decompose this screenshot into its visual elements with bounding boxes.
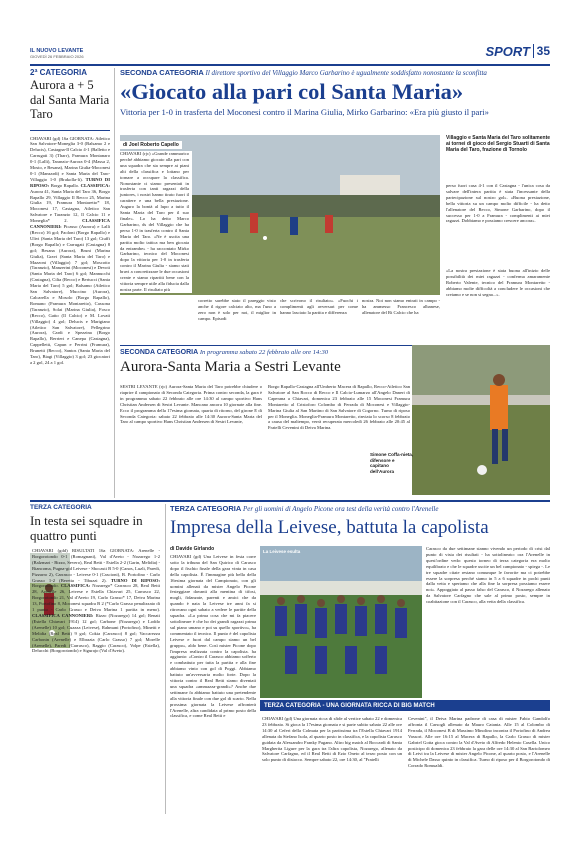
page-number: 35 (533, 44, 550, 58)
left-top-turno-label: TURNO DI RIPOSO: (30, 176, 111, 188)
left-top-article (30, 68, 110, 366)
section-label: SPORT (485, 44, 530, 59)
paper-name: IL NUOVO LEVANTE (30, 48, 84, 54)
main-bottom-col2: Carasco da due settimane stanno vivendo un periodo di crisi dal punto di vista dei risultati - ha sottolineato: ora l'Arenelle in quest'ordine vedo: questo torneo di terza categoria era molto equilibrato e che le squadre uscite un bel campionato - spiega -. Le tre squadre citate restano comunque le favorite ma ci potrebbe essere la sorpresa perché siamo in 5 a 6 squadre in pochi punti dalla vetta e speriamo che alla fine la sorpresa possiamo essere noi». Appoggiato al passo falso del Carasco, il Nozarego allenato da Salvatore Carfagno che sale al primo posto, sempre in coabitazione con il Carasco, alla vetta della classifica. (426, 546, 550, 605)
big-match-kicker: TERZA CATEGORIA - UNA GIORNATA RICCA DI BIG MATCH (260, 701, 550, 711)
left-bottom-body-a (32, 548, 160, 654)
main-top-col1: CHIAVARI (rjc) «Grande rammarico perché abbiamo giocato alla pari con una squadra che sta sempre ai piani alti della classifica e lottano per tornare a occupare la classifica. Nonostante ci siamo presentati in trasferta con tanti ragazzi della juniores, i nostri hanno tirato fuori il carattere e una bella prestazione. Auguro la bontà al lupo a tutto il Santa Maria del Taro per il suo finale». Lo ha detto Marco Garbarino, ds del Villaggio che ha perso 1-0 in trasferta contro il Santa Maria del Taro. «Ne è uscita una partita molto tattica ma ben giocata da entrambe» - ha raccontato Mirko Garbarino, tecnico del Moconesi dopo la vittoria per 1-0 in trasferta contro il Marina Giulia - siamo stati bravi a concretizzare le due occasioni create e siamo ripartiti bene con la vittoria sempre utile alla fiducia dalla nostra parte. Il risultato più (120, 151, 192, 293)
main-bottom-caption: La Leivese esulta (263, 549, 301, 554)
main-bottom-headline: Impresa della Leivese, battuta la capolista (170, 517, 489, 538)
left-bottom-cann-text: Rizzo (Nozarego) 14 gol; Renati (Estella Chiavari 1914) 12 gol; Carbone (Nozarego) e Loddo (Arenelle) 10 gol; Cuazza (Leivese), Rahmani (Portofino), Minetti e Melidia (Real Betti) 9 gol; Cokia (Carrasco) 8 gol; Vaccarezza Carbonin (Arenelle) e Elbrazia (Carlo Grasso) 7 gol; Morelle (Arenelle), Paredi (Carrasco), Raggio (Carasco), Volpe (Estella), Delucchi (Borgorotondo) e Sigurajo (Val d'Aveto). (32, 612, 160, 654)
left-top-class-text: Aurora 41, Santa Maria del Taro 36, Borgo Rapallo 29, Villaggio Il Recco 25, Marina Giulia 19, Framura Montaretto* 18, Moconesi 17, Castagna, Atletico San Salvatore e Taranzio 12, Il Calcio 11 e Moneglia* 2. (30, 188, 110, 224)
left-bottom-turno-text: Borgorotondo. (32, 583, 59, 589)
team-photo-svg (260, 546, 422, 698)
section-rule-2 (30, 500, 550, 502)
main-top-deck: Il direttore sportivo del Villaggio Marco Garbarino è ugualmente soddisfatto nonostante la sconfitta (205, 69, 487, 77)
leivese-team-photo (260, 546, 422, 698)
player-photo-svg (412, 345, 550, 495)
main-top-col4: nostra. Noi non siamo entrati in campo - ha ammesso Francesco albanese, allenatore del Ri Calcio che ha (362, 298, 440, 315)
left-bottom-article (30, 504, 162, 543)
left-bottom-cann-label: CLASSIFICA CANNONIERI: (32, 612, 94, 618)
left-bottom-body: CHIAVARI (gdd) RISULTATI 16a GIORNATA: Arenelle - Borgorotondo 0-1 (Romagnani), Val d'Aveto - Nozarego 1-2 (Balzmari - Bizzo, Severo), Real Betti - Estella 2-2 (Garin, Melidia) - Biancoma, Pugna-gid Leivese - Sbocasti B 5-0 (Canos, Luzli, Paredi, Pizzarro 2), Carrasco - Leivese 0-1 (Cascioni), B. Portofino - Carlo Grasso 1-2 (Beretta - Tibuzzi 2). (32, 548, 160, 583)
main-bottom-deck: Per gli uomini di Angelo Picone ora test della verità contro l'Arenelle (243, 505, 439, 513)
left-col-separator (114, 68, 115, 498)
main-mid-deck: In programma sabato 22 febbraio alle ore 14:30 (199, 349, 329, 356)
left-top-body: CHIAVARI (gd) 16a GIORNATA: Atletico San Salvatore-Moneglia 3-0 (Balsamo 2 e Delucis), Castagna-Il Calcio 4-1 (Balletto e Carrugati 3) (Tharr), Framura Montanaro 0-1 (Lalli), Taranzio-Aurora 0-4 (Massa 2, Mosto, e Besana), Marina Giulia-Moconesi 0-1 (Manzardi) e Santa Maria del Taro-Villaggio 1-0 (Brakolla-li). (30, 135, 110, 182)
masthead (30, 34, 550, 62)
main-mid-caption: Simone Coffa-nieta, difensore e capitano dell'Aurora (370, 452, 414, 474)
main-top-col2: corretto sarebbe stato il pareggio visto anche il rigore calciato alto, ma l'uno a zero non è solo per noi, il miglior in campo. Episodi (198, 298, 276, 321)
main-mid-article (120, 349, 420, 376)
main-bottom-kicker: TERZA CATEGORIA (170, 504, 242, 513)
left-bottom-class-text: Nozarego* Carrasco 28, Real Betti 28, Arenelle 26, Leivese e Estella Chiavari 25, Carrasco 22, Borgorotondo 21, Val d'Aveto 19, Carlo Grasso* 17, Deiva Marina 13, Portofino 8, Moconesi squadra B 2 (*Carlo Grasso penalizzato di 1 punto - Carlo Grasso e Deiva Marina 1 partita in meno). (32, 583, 161, 613)
main-bottom-byline: di Davide Girlando (170, 546, 215, 552)
aurora-player-photo (412, 345, 550, 495)
left-top-headline: Aurora a + 5 dal Santa Maria Taro (30, 78, 110, 121)
left-bottom-headline: In testa sei squadre in quattro punti (30, 513, 143, 543)
main-top-subhead: Vittoria per 1-0 in trasferta del Moconesi contro il Marina Giulia, Mirko Garbarino: «Era più giusto il pari» (120, 107, 489, 117)
main-top-col5b: «La nostra prestazione è stata buona all'inizio delle possibilità dei miei ragazzi - conferma amaramente Roberto Valente, tecnico del Framura Montaretto - abbiamo molte difficoltà a concludere le occasioni che creiamo e se non si segna...». (446, 268, 550, 297)
left-bottom-class-label: CLASSIFICA: (60, 583, 91, 589)
main-bottom-col1: CHIAVARI (gd) Una Leivese in festa corre sotto la tribuna del San Quirico di Carasco dopo il fischio finale della gara vinta in casa della capolista. È l'immagine più bella della 16esima giornata del Campionato, con gli uomini allenati da mister Angelo Picone festeggiare davanti alla mentina di tifosi, mogli, fidanzate, parenti e amici che da quando è nata la Leivese tre anni fa si ritrovano ogni sabato a vedere le partite della squadra. «La prima cosa che mi fa piacere sottolineare è che ho dei grandi ragazzi prima sul piano umano e poi su quello sportivo», ha commentato il tecnico. Il punto è del capolista Leivese e fuori dal campo siamo un bel gruppo», aldo bene. Così mister Picone dopo l'impresa realizzata contro la capolista. ha aggiunto: «Contro il Carasco abbiamo sofferto e combattuto per tutta la partita e alla fine abbiamo vinto con gol di Poggi. Abbiamo battuto un'avversaria molto forte. Dopo la vittoria contro il Real Betti siamo diventati una squadra «ammazza-grandi»? Anche due settimane fa abbiamo battuto una pretendente alla vittoria finale con due gol di scarto. Nella prossima giornata la Leivese affronterà l'Arenelle, altra candidata al primo posto della classifica, e come Real Betti e (170, 554, 256, 719)
left-top-kicker: 2ª CATEGORIA (30, 68, 88, 77)
left-top-rule (30, 130, 110, 131)
big-match-col2: Cevenini", il Deiva Marina padrone di casa di mister Fabio Gandolfo affronta il Carsogli allenato da Mauro Catania. Alle 15 al Colombo di Ferrada, il Moconesi B di Massimo Minolino incontra il Portofino di Andrea Vassori. Alle ore 16:15 al Macera di Rapallo, la Carlo Grasso di mister Gabriel Gotta gioca contro la Val d'Aveto di Alfredo Helenio Casella. Unico posticipo di domenica 23 febbraio la gara delle ore 14:30 al San Bartolomeo di Leivi tra la Leivese di mister Angelo Picone, al quarto posto, e l'Arenelle di Michele Dasso quinto in classifica. Turno di riposo per il Borgorotondo di Corrado Romualdi. (408, 716, 550, 769)
big-match-col1: CHIAVARI (gd) Una giornata ricca di sfide al vertice sabato 22 e domenica 23 febbraio. Si gioca la 17esima giornata e si parte subito sabato 22 alle ore 14:30 al Ceferi della Colmata per la partissima tra l'Estella Chiavari 1914 allenata da Stefano Isola, al quarto posto in classifica, e la capolista Carasco guidata da Alessandro Franky Pagano. Altro big match al Boccardi di Santa Margherita Ligure per la gara tra l'altra capolista, Nozarego, allenato da Salvatore Carfagno, ed il Real Betti di Ezio Oneto al terzo posto con un solo punto di distacco. Sempre sabato 22, ore 14:30, al "Fratelli (262, 716, 402, 763)
left-top-class-label: CLASSIFICA: (80, 182, 110, 188)
main-top-kicker: SECONDA CATEGORIA (120, 68, 204, 77)
left-bottom-turno-label: TURNO DI RIPOSO: (110, 577, 160, 583)
main-top-col3: che scrivono il risultato». «Fuochi i complimenti agli avversari per come hanno lasciato la partita e differenza (280, 298, 358, 315)
main-mid-headline: Aurora-Santa Maria a Sestri Levante (120, 359, 341, 375)
issue-date: GIOVEDÌ 26 FEBBRAIO 2026 (30, 54, 84, 59)
main-mid-col2: Borgo Rapallo-Castagna all'Umberto Macera di Rapallo, Recco-Atletico San Salvatore al San Rocco di Recco e Il Calcio-Lumarzo all'Angelo Daneri di Caperana a Chiavari, domenica 23 febbraio alle 15 Moconesi Framura Montaretto al Cristoforo Colombo di Ferrada di Moconesi e Villaggio-Marina Giulia al San Martino di San Salvatore di Cogorno. Turno di riposo per il Moneglia. Moneglia-Framura Montaretto, rinviata lo scorso 8 febbraio a causa del maltempo, verrà recuperata mercoledì 26 febbraio alle 20:45 al Fratelli Cevenini di Deiva Marina. (268, 384, 410, 431)
main-top-caption: Villaggio e Santa Maria del Taro solitamente ai tornei di gioco del Sergio Stuarti di Santa Maria del Taro, frazione di Tornolo (446, 135, 551, 153)
left-bottom-kicker: TERZA CATEGORIA (30, 504, 92, 511)
main-mid-col1: SESTRI LEVANTE (rjc) Aurora-Santa Maria del Taro potrebbe chiudere o riaprire il campionato di Seconda Categoria. Prima contro seconda, la gara è in programma sabato 22 febbraio alle ore 14:30 al campo sportivo Hans Christian Andersen di Sestri Levante. Mancano ancora 10 giornate alla fine. Ecco il programma della 17esima giornata, quarta di ritorno, del girone E di Seconda Categoria: sabato 22 febbraio alle 14:30 Aurora-Santa Maria del Taro al campo sportivo Hans Christian Andersen di Sestri Levante, (120, 384, 262, 425)
main-top-col5a: perso fuori casa 4-1 con il Castagna - l'unica cosa da salvare dell'intera partita è stata l'incessante della partecipazione sul nostro gol». «Buona prestazione, bella vittoria su un campo molto difficile - ha detto l'allenatore del Recco, Simone Garbarino, dopo il successo per 1-0 a Framura - complimenti ai miei ragazzi. Dobbiamo e possiamo crescere ancora». (446, 183, 550, 224)
left-bottom-separator (165, 504, 166, 814)
left-top-turno-text: Borgo Rapallo. (50, 182, 80, 188)
main-mid-kicker: SECONDA CATEGORIA (120, 349, 199, 356)
masthead-rule (30, 64, 550, 66)
main-top-article (120, 68, 550, 117)
main-top-headline: «Giocato alla pari col Santa Maria» (120, 79, 464, 104)
left-top-cann-text: Picasso (Aurora) e Lalli (Recco) 16 gol; Paoloni (Borgo Rapallo) e Ulivi (Santa Maria del Taro) 13 gol; Ciuffi (Borgo Rapallo) e Carrugati (Castagna) 8 gol; Besana (Aurora), Bruni (Marina Giulia), Gravi (Santa Maria del Taro) e Mazzoni (Villaggio) 7 gol; Moscotto (Taranzio), Manzerini (Moconesi) e Devoti (Santa Maria del Taro) 6 gol; Mannucchi (Castagna), Cilta (Recco) e Bertucci (Santa Maria del Taro) 5 gol; Balsamo (Atletico San Salvatore), Muccino (Aurora), Calcarella e Mosolo (Borgo Rapallo), Romano (Framura Montaretto), Cassona (Taranzio), Solai (Marina Giulia), Fosco (Recco), Gatto (Il Calcio) e M. Lovati (Villaggio) 4 gol; Delucis e Marigiano (Atletico San Salvatore), Pellegrino (Aurora), Cardi e Spezzina (Borgo Rapallo), Berrieri e Canepa (Castagna), Cappelletti, Capun e Ferrini (Framura), Brunetti (Recco), Santos (Santa Maria del Taro), Biagi (Villaggio) 3 gol; 23 giocatori a 2 gol, 24 a 1 gol. (30, 224, 110, 365)
main-bottom-article (170, 504, 550, 539)
left-top-cann-label: CLASSIFICA CANNONIERI: (30, 218, 110, 230)
main-top-byline: di Joel Roberto Capello (120, 141, 182, 149)
